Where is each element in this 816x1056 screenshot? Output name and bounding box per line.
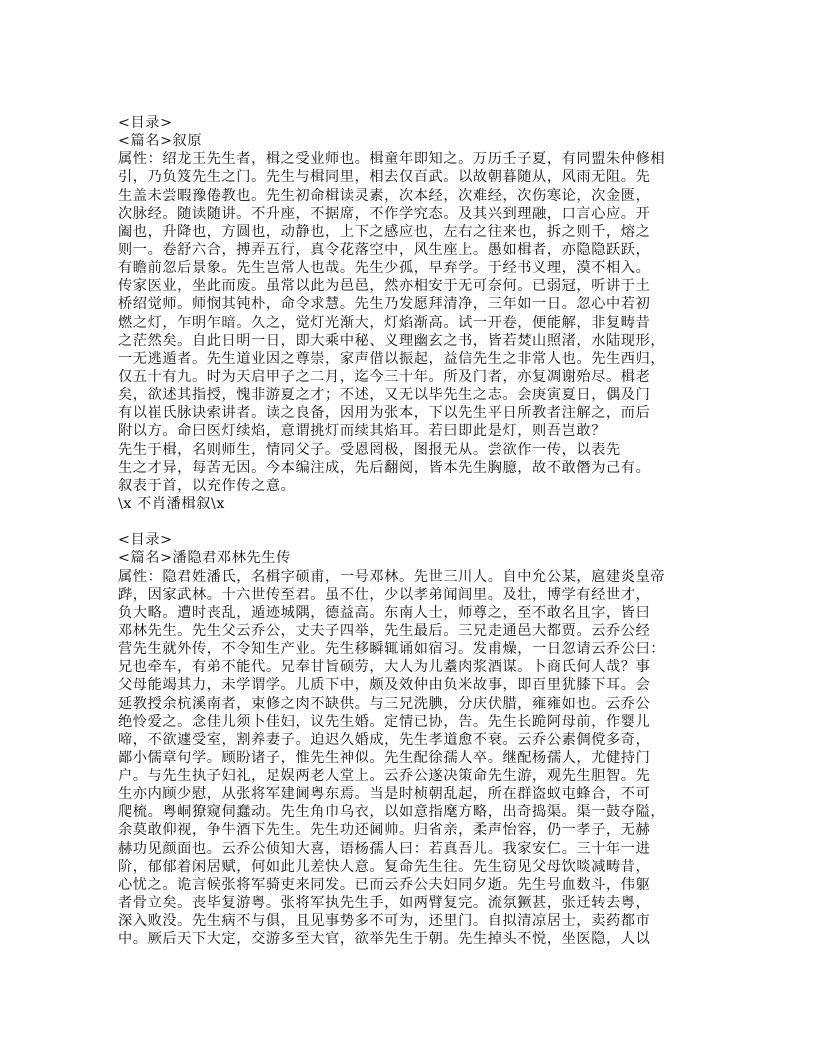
body-line: 生盖未尝暇豫倦教也。先生初命楫读灵素，次本经，次难经，次伤寒论，次金匮， xyxy=(118,187,651,204)
body-line: 延教授余杭溪南者，束修之肉不缺供。与三兄洗腆，分庆伏腊，雍雍如也。云乔公 xyxy=(118,695,651,712)
body-line: 跸，因家武林。十六世传至君。虽不仕，少以孝弟闻闾里。及壮，博学有经世才， xyxy=(118,586,651,603)
section-body xyxy=(118,568,738,949)
body-line: 啼，不欲遽受室，割养妻子。迫迟久婚成，先生孝道愈不衰。云乔公素倜傥多奇， xyxy=(118,731,651,748)
section-spacer xyxy=(118,513,738,531)
body-line: 有以崔氏脉诀索讲者。读之良备，因用为张本，下以先生平日所教者注解之，而后 xyxy=(118,405,651,422)
body-line: 矣，欲述其指授，愧非游夏之才；不述，又无以毕先生之志。会庚寅夏日，偶及门 xyxy=(118,387,651,404)
signature-line: \x 不肖潘楫叙\x xyxy=(118,495,226,512)
body-line: 先生于楫，名则师生，情同父子。受恩罔极，图报无从。尝欲作一传，以表先 xyxy=(118,441,621,458)
body-line: 阶，郁郁着闲居赋，何如此儿差快人意。复命先生往。先生窃见父母饮啖减畴昔， xyxy=(118,858,651,875)
body-line: 深入败没。先生病不与俱，且见事势多不可为，还里门。自拟清凉居士，卖药都市 xyxy=(118,913,651,930)
body-line: 生亦内顾少慰，从张将军建阃粤东焉。当是时桢朝乱起，所在群盗蚁屯蜂合，不可 xyxy=(118,786,651,803)
section-body xyxy=(118,150,738,513)
body-line: 燃之灯，乍明乍暗。久之，觉灯光渐大，灯焰渐高。试一开卷，便能解，非复畴昔 xyxy=(118,314,651,331)
body-line: 营先生就外传，不令知生产业。先生移瞬辄诵如宿习。发甫燥，一日忽请云乔公曰： xyxy=(118,641,666,658)
section-xu-yuan xyxy=(118,114,738,513)
body-line: 叙表于首，以充作传之意。 xyxy=(118,477,296,494)
body-line: 父母能竭其力，未学谓学。儿质下中，颇及效仲由负米故事，即百里犹膝下耳。会 xyxy=(118,677,651,694)
toc-tag: <目录> xyxy=(118,115,173,131)
body-line: 生之才异，每苦无因。今本编注成，先后翻阅，皆本先生胸臆，故不敢僭为己有。 xyxy=(118,459,651,476)
body-line: 邓林先生。先生父云乔公，丈夫子四举，先生最后。三兄走通邑大都贾。云乔公经 xyxy=(118,622,651,639)
body-line: 心忧之。诡言候张将军骑吏来同发。已而云乔公夫妇同夕逝。先生号血数斗，伟躯 xyxy=(118,876,651,893)
body-line: 余莫敢仰视，争牛酒下先生。先生功还阃帅。归省亲，柔声怡容，仍一孝子，无赫 xyxy=(118,822,651,839)
body-line: 绝怜爱之。念佳儿须卜佳妇，议先生婚。定情已协，告。先生长跪阿母前，作婴儿 xyxy=(118,713,651,730)
body-line: 赫功见颜面也。云乔公侦知大喜，语杨孺人曰：若真吾儿。我家安仁。三十年一进 xyxy=(118,840,651,857)
body-line: 属性：隐君姓潘氏，名楫字硕甫，一号邓林。先世三川人。自中允公某，扈建炎皇帝 xyxy=(118,568,666,585)
chapter-title: <篇名>叙原 xyxy=(118,133,203,150)
toc-tag: <目录> xyxy=(118,532,173,549)
body-line: 兄也牵车，有弟不能代。兄奉甘旨硕劳，大人为儿耋肉浆酒谋。卜商氏何人哉？事 xyxy=(118,659,651,676)
body-line: 一无逃遁者。先生道业因之尊崇，家声借以振起，益信先生之非常人也。先生西归， xyxy=(118,350,666,367)
chapter-title: <篇名>潘隐君邓林先生传 xyxy=(118,550,291,567)
body-line: 次脉经。随读随讲。不升座，不据席，不作学究态。及其兴到理融，口言心应。开 xyxy=(118,205,651,222)
body-line: 引，乃负笈先生之门。先生与楫同里，相去仅百武。以故朝暮随从，风雨无阻。先 xyxy=(118,169,651,186)
body-line: 鄙小儒章句学。顾盼诸子，惟先生神似。先生配徐孺人卒。继配杨孺人，尤健持门 xyxy=(118,749,651,766)
body-line: 有瞻前忽后景象。先生岂常人也哉。先生少孤，早弃学。于经书义理，漠不相入。 xyxy=(118,260,651,277)
body-line: 桥绍觉师。师悯其钝朴，命令求慧。先生乃发愿拜清净，三年如一日。忽心中若初 xyxy=(118,296,651,313)
body-line: 爬梳。粤峒獠窥伺蠢动。先生角巾乌衣，以如意指麾方略，出奇捣渠。渠一鼓夺隘， xyxy=(118,804,666,821)
body-line: 传家医业，坐此而废。虽常以此为邑邑，然亦相安于无可奈何。已弱冠，听讲于土 xyxy=(118,278,651,295)
body-line: 之茫然矣。自此日明一日，即大乘中秘、义理幽玄之书，皆若焚山照渚，水陆现形， xyxy=(118,332,666,349)
body-line: 仅五十有九。时为天启甲子之二月，迄今三十年。所及门者，亦复凋谢殆尽。楫老 xyxy=(118,368,651,385)
body-line: 属性：绍龙王先生者，楫之受业师也。楫童年即知之。万历壬子夏，有同盟朱仲修相 xyxy=(118,151,666,168)
body-line: 户。与先生执子妇礼，足娱两老人堂上。云乔公遂决策命先生游，观先生胆智。先 xyxy=(118,768,651,785)
body-line: 中。厥后天下大定，交游多至大官，欲举先生于朝。先生掉头不悦，坐医隐，人以 xyxy=(118,931,651,948)
document-page xyxy=(118,114,738,948)
body-line: 负大略。遭时丧乱，遁迹城隅，德益高。东南人士，师尊之，至不敢名且字，皆曰 xyxy=(118,604,651,621)
body-line: 附以方。命曰医灯续焰，意谓挑灯而续其焰耳。若曰即此是灯，则吾岂敢？ xyxy=(118,423,606,440)
body-line: 阖也，升降也，方圆也，动静也，上下之感应也，左右之往来也，拆之则千，熔之 xyxy=(118,223,651,240)
body-line: 则一。卷舒六合，搏弄五行，真令花落空中，风生座上。愚如楫者，亦隐隐跃跃， xyxy=(118,241,651,258)
body-line: 者骨立矣。丧毕复游粤。张将军执先生手，如两臂复完。流氛獗甚，张迁转去粤， xyxy=(118,895,651,912)
section-pan-biography xyxy=(118,531,738,948)
